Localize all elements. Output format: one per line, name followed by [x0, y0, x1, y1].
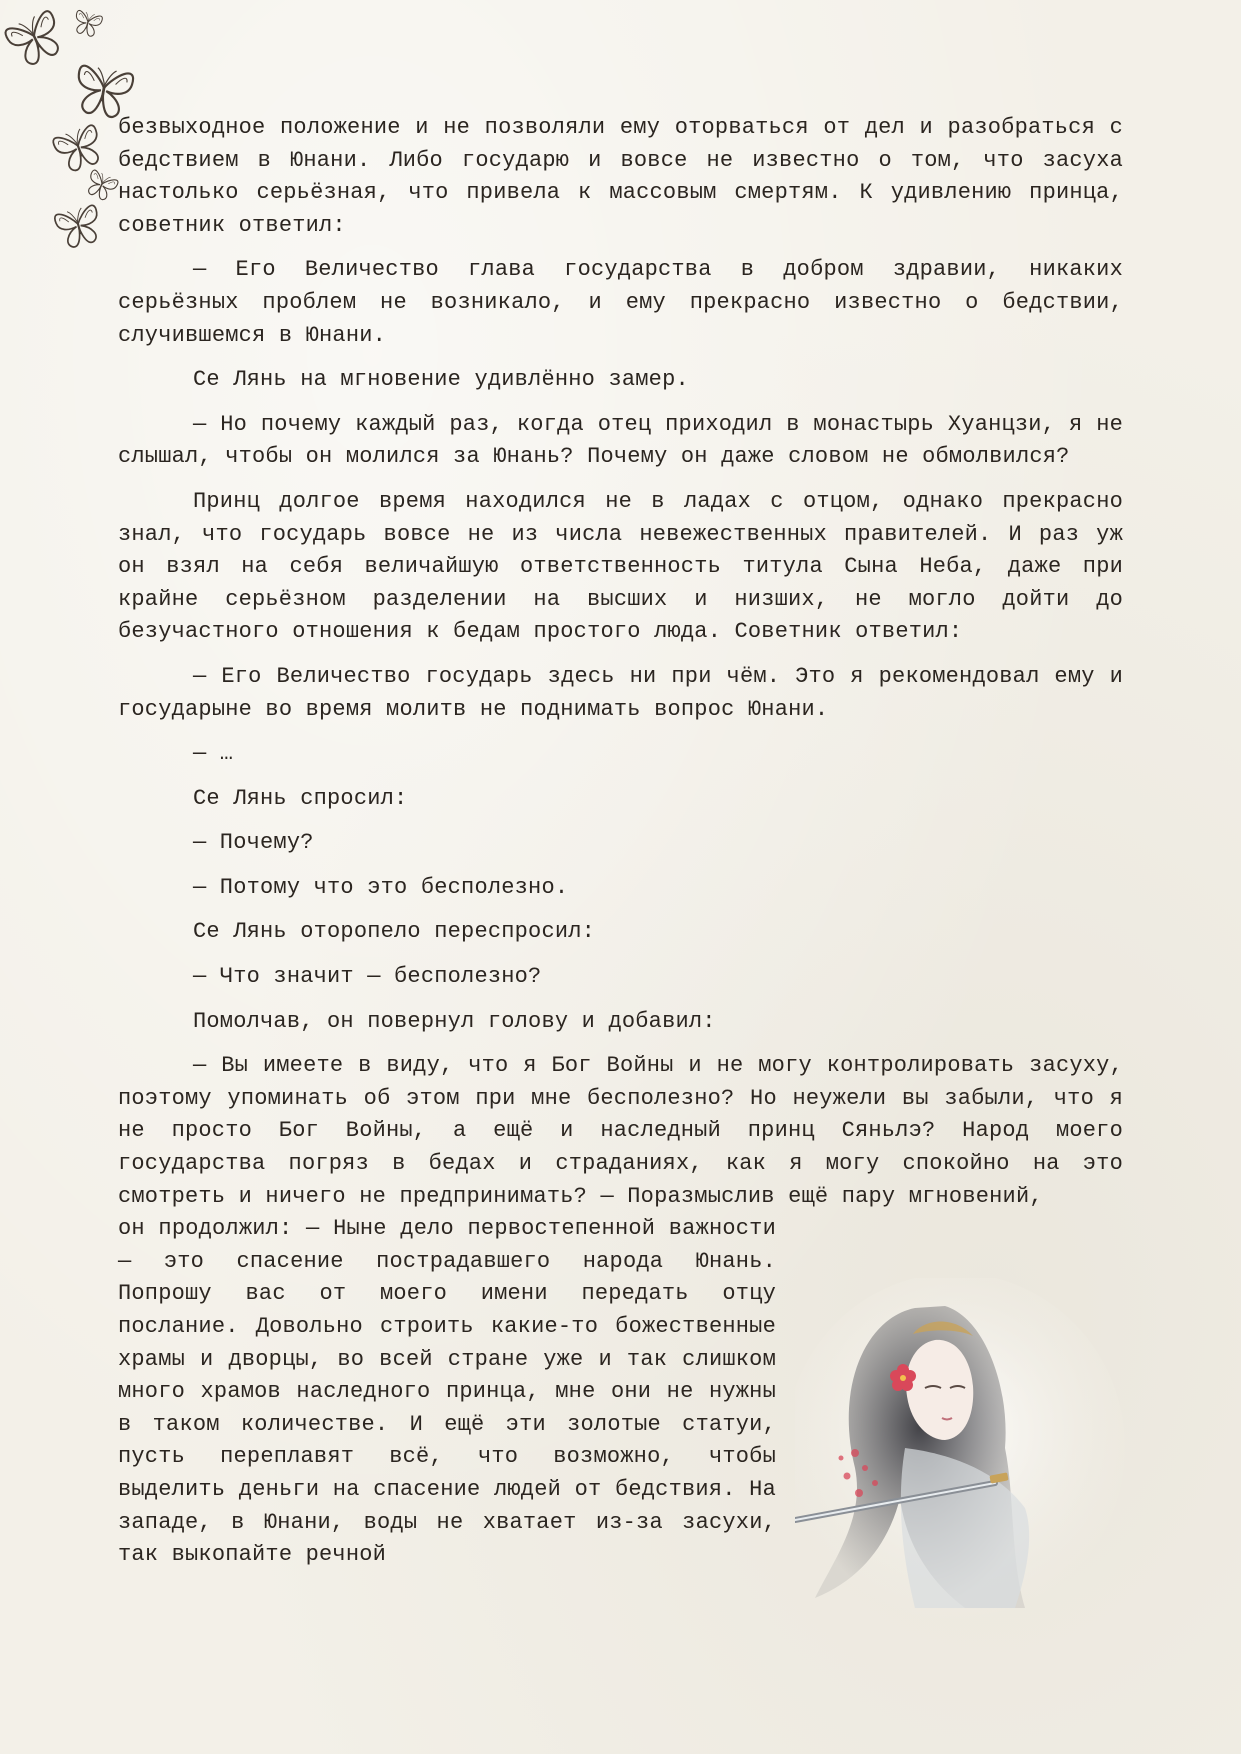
character-illustration — [795, 1278, 1125, 1618]
paragraph: — Почему? — [193, 830, 314, 856]
paragraph: Принц долгое время находился не в ладах с отцом, однако прекрасно знал, что государь вовсе не из числа невежественных правителей. И раз уж он взял на себя величайшую ответственность титула Сына Неба, даже при крайне серьёзном разделении на высших и низших, не могло дойти до безучастного отношения к бедам простого люда. Советник ответил: — [118, 488, 1123, 645]
butterfly-icon — [52, 124, 107, 175]
butterfly-icon — [4, 9, 68, 69]
paragraph: безвыходное положение и не позволяли ему оторваться от дел и разобраться с бедствием в Юнани. Либо государю и вовсе не известно о том, что засуха настолько серьёзная, что привела к массовым смертям. К удивлению принца, советник ответил: — [118, 115, 1123, 238]
paragraph: Се Лянь оторопело переспросил: — [193, 919, 596, 945]
paragraph: — Его Величество глава государства в добром здравии, никаких серьёзных проблем не возникало, и ему прекрасно известно о бедствии, случившемся в Юнани. — [118, 257, 1123, 348]
paragraph: он продолжил: — Ныне дело первостепенной важности — это спасение пострадавшего народа Юнань. Попрошу вас от моего имени передать отцу послание. Довольно строить какие-то божественные храмы и дворцы, во всей стране уже и так слишком много храмов наследного принца, мне они не нужны в таком количестве. И ещё эти золотые статуи, пусть переплавят всё, что возможно, чтобы выделить деньги на спасение людей от бедствия. На западе, в Юнани, воды не хватает из-за засухи, так выкопайте речной — [118, 1216, 776, 1568]
butterfly-icon — [83, 169, 119, 203]
paragraph: — Потому что это бесполезно. — [193, 874, 569, 900]
butterfly-icon — [54, 204, 104, 250]
paragraph: Се Лянь на мгновение удивлённо замер. — [193, 367, 689, 393]
paragraph: Се Лянь спросил: — [193, 785, 408, 811]
paragraph: — Что значит — бесполезно? — [193, 964, 542, 990]
paragraph: Помолчав, он повернул голову и добавил: — [193, 1008, 716, 1034]
paragraph: — Но почему каждый раз, когда отец приходил в монастырь Хуанцзи, я не слышал, чтобы он молился за Юнань? Почему он даже словом не обмолвился? — [118, 411, 1123, 470]
paragraph: — Его Величество государь здесь ни при чём. Это я рекомендовал ему и государыне во время молитв не поднимать вопрос Юнани. — [118, 663, 1123, 722]
paragraph: — … — [193, 741, 234, 767]
butterfly-icon — [72, 10, 103, 38]
paragraph: — Вы имеете в виду, что я Бог Войны и не могу контролировать засуху, поэтому упоминать об этом при мне бесполезно? Но неужели вы забыли, что я не просто Бог Войны, а ещё и наследный принц Сяньлэ? Народ моего государства погряз в бедах и страданиях, как я могу спокойно на это смотреть и ничего не предпринимать? — Поразмыслив ещё пару мгновений, — [118, 1053, 1123, 1209]
